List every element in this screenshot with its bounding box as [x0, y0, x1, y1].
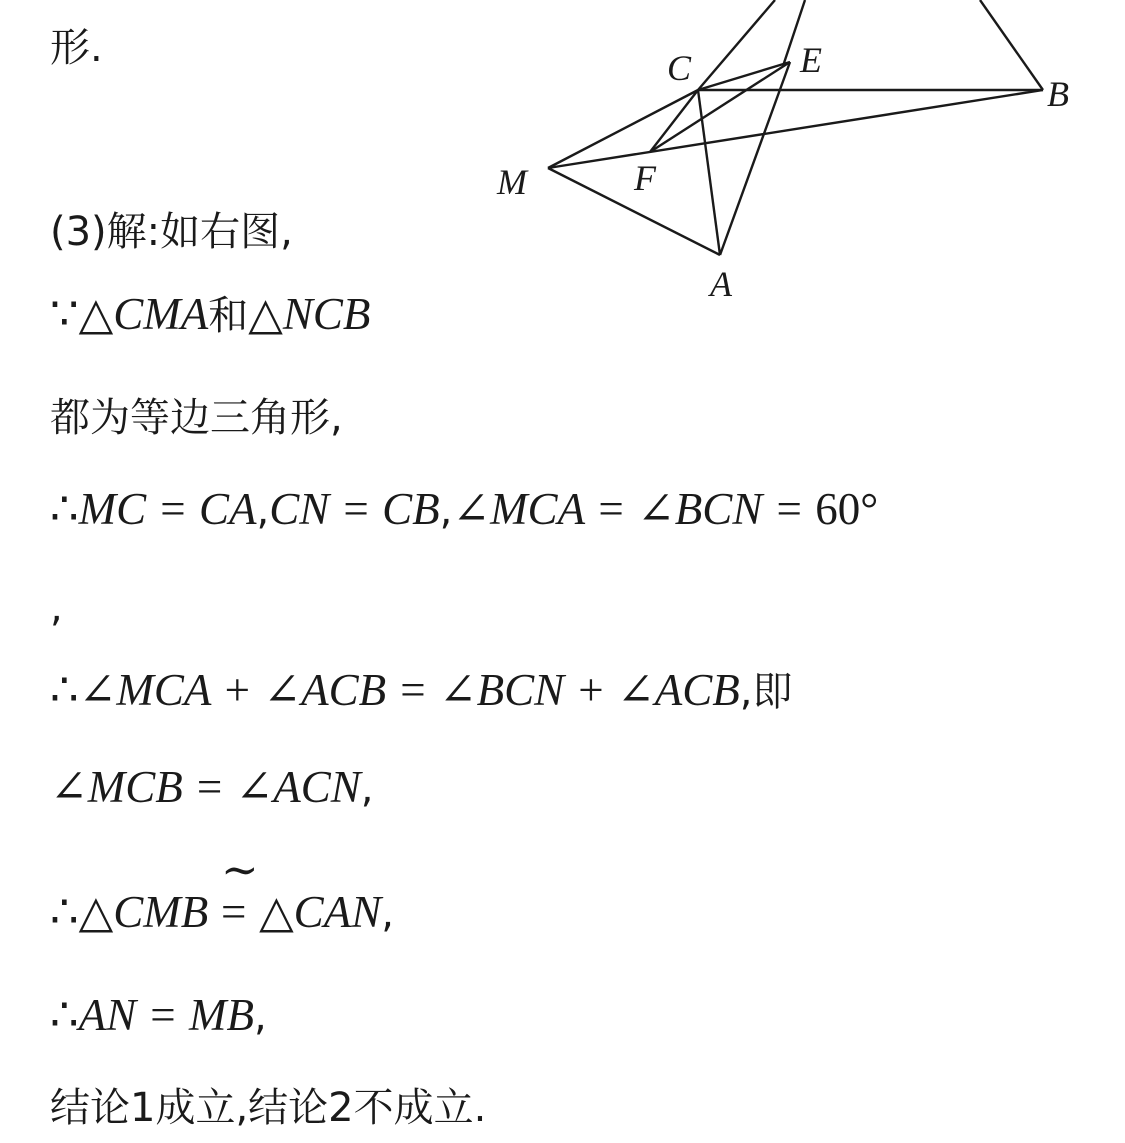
text-line-0: 形. — [50, 25, 103, 71]
label-f: F — [634, 158, 656, 198]
segment-ce — [698, 62, 790, 90]
label-c: C — [667, 48, 692, 88]
text-line-1: (3)解:如右图, — [50, 209, 293, 255]
label-a: A — [710, 264, 732, 304]
text-line-6: ∴∠MCA + ∠ACB = ∠BCN + ∠ACB,即 — [50, 665, 793, 715]
text-line-3: 都为等边三角形, — [50, 395, 343, 441]
text-line-10: 结论1成立,结论2不成立. — [50, 1085, 487, 1131]
text-line-2: ∵△CMA和△NCB — [50, 289, 371, 339]
label-b: B — [1047, 74, 1069, 114]
similar-congruent-symbol: ∼ = — [220, 845, 259, 937]
text-line-4: ∴MC = CA,CN = CB,∠MCA = ∠BCN = 60° — [50, 484, 879, 534]
label-m: M — [497, 162, 527, 202]
geometry-figure — [470, 0, 1110, 310]
label-e: E — [800, 40, 822, 80]
segment-b-up — [980, 0, 1043, 90]
text-line-7: ∠MCB = ∠ACN, — [50, 762, 374, 812]
text-line-9: ∴AN = MB, — [50, 990, 267, 1040]
text-line-5: , — [50, 585, 63, 631]
segment-cf — [650, 90, 698, 152]
text-line-8: ∴△CMB ∼ = △CAN, — [50, 845, 394, 937]
segment-ca-up — [698, 0, 775, 90]
